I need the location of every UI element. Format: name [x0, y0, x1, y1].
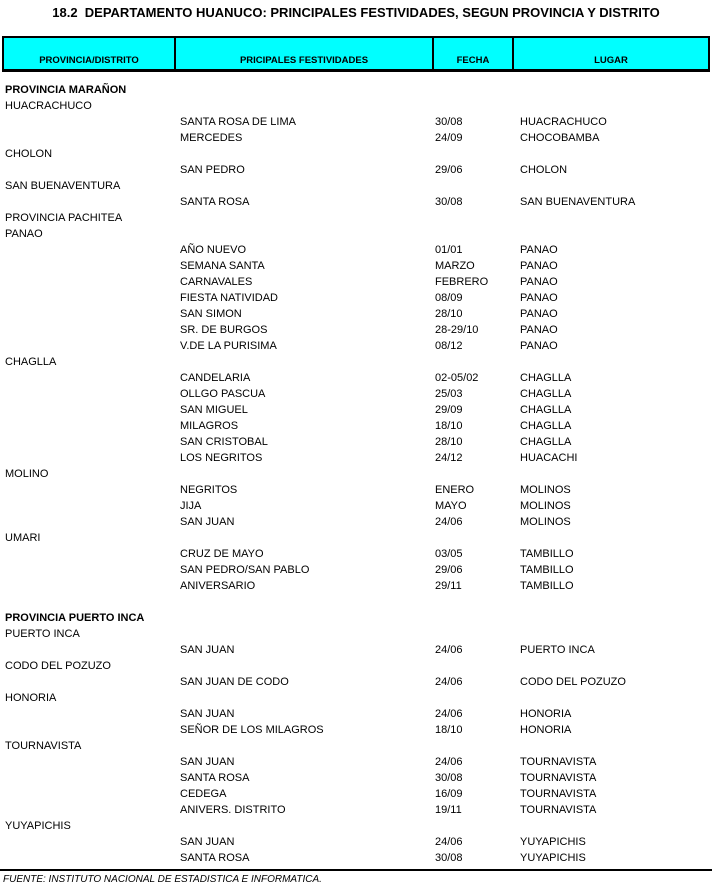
- date-cell: [435, 628, 520, 644]
- table-row: [0, 292, 712, 308]
- place-cell: CHAGLLA: [520, 420, 572, 432]
- table-header-row: [2, 36, 710, 72]
- table-row: [0, 548, 712, 564]
- place-cell: CHOLON: [520, 164, 568, 176]
- table-row: [0, 404, 712, 420]
- table-row: [0, 84, 712, 100]
- festivity-cell: OLLGO PASCUA: [180, 388, 266, 400]
- district-cell: [0, 436, 180, 452]
- place-cell: TOURNAVISTA: [520, 756, 597, 768]
- place-cell: CHAGLLA: [520, 372, 572, 384]
- district-cell: [0, 404, 180, 420]
- district-cell: [0, 420, 180, 436]
- table-row: [0, 148, 712, 164]
- table-row: [0, 468, 712, 484]
- date-cell: 24/06: [435, 644, 463, 656]
- place-cell: [520, 628, 712, 644]
- district-cell: [0, 836, 180, 852]
- date-cell: 30/08: [435, 196, 463, 208]
- date-cell: 03/05: [435, 548, 463, 560]
- date-cell: 24/12: [435, 452, 463, 464]
- date-cell: 30/08: [435, 116, 463, 128]
- place-cell: [520, 692, 712, 708]
- date-cell: 28/10: [435, 436, 463, 448]
- place-cell: [520, 84, 712, 100]
- date-cell: 29/06: [435, 164, 463, 176]
- festivity-cell: [180, 148, 435, 164]
- place-cell: [520, 532, 712, 548]
- date-cell: 02-05/02: [435, 372, 479, 384]
- district-cell: [0, 452, 180, 468]
- column-header-lugar: LUGAR: [514, 38, 708, 69]
- table-row: [0, 212, 712, 228]
- festivity-cell: SAN JUAN: [180, 756, 235, 768]
- festivity-cell: JIJA: [180, 500, 202, 512]
- date-cell: 18/10: [435, 724, 463, 736]
- place-cell: CODO DEL POZUZO: [520, 676, 626, 688]
- date-cell: 24/06: [435, 708, 463, 720]
- festivity-cell: SAN SIMON: [180, 308, 242, 320]
- table-row: [0, 676, 712, 692]
- festivity-cell: SEÑOR DE LOS MILAGROS: [180, 724, 324, 736]
- place-cell: PANAO: [520, 292, 558, 304]
- district-cell: HONORIA: [5, 692, 57, 704]
- table-row: [0, 164, 712, 180]
- place-cell: [520, 612, 712, 628]
- district-cell: [0, 372, 180, 388]
- table-row: [0, 452, 712, 468]
- table-row: [0, 324, 712, 340]
- date-cell: [435, 660, 520, 676]
- place-cell: [520, 100, 712, 116]
- table-row: [0, 100, 712, 116]
- table-row: [0, 340, 712, 356]
- festivity-cell: SANTA ROSA: [180, 196, 250, 208]
- table-row: [0, 788, 712, 804]
- place-cell: PANAO: [520, 324, 558, 336]
- festivity-cell: [180, 612, 435, 628]
- table-row: [0, 772, 712, 788]
- place-cell: MOLINOS: [520, 500, 571, 512]
- table-row: [0, 708, 712, 724]
- festivity-cell: SAN JUAN: [180, 836, 235, 848]
- place-cell: [520, 180, 712, 196]
- date-cell: 29/09: [435, 404, 463, 416]
- page-title: 18.2 DEPARTAMENTO HUANUCO: PRINCIPALES FESTIVIDADES, SEGUN PROVINCIA Y DISTRITO: [52, 5, 660, 20]
- date-cell: [435, 692, 520, 708]
- place-cell: SAN BUENAVENTURA: [520, 196, 636, 208]
- column-header-fecha: FECHA: [434, 38, 514, 69]
- district-cell: [0, 804, 180, 820]
- table-row: [0, 724, 712, 740]
- festivity-cell: NEGRITOS: [180, 484, 238, 496]
- date-cell: [435, 820, 520, 836]
- place-cell: [520, 356, 712, 372]
- place-cell: TOURNAVISTA: [520, 788, 597, 800]
- festivity-cell: SEMANA SANTA: [180, 260, 265, 272]
- festivity-cell: [180, 356, 435, 372]
- district-cell: YUYAPICHIS: [5, 820, 71, 832]
- festivity-cell: [180, 180, 435, 196]
- table-row: [0, 356, 712, 372]
- festivity-cell: ANIVERSARIO: [180, 580, 256, 592]
- district-cell: [0, 324, 180, 340]
- date-cell: MARZO: [435, 260, 475, 272]
- place-cell: PUERTO INCA: [520, 644, 595, 656]
- district-cell: [0, 276, 180, 292]
- festivity-cell: SANTA ROSA: [180, 772, 250, 784]
- table-row: [0, 612, 712, 628]
- festivity-cell: SAN CRISTOBAL: [180, 436, 268, 448]
- place-cell: MOLINOS: [520, 484, 571, 496]
- table-row: [0, 196, 712, 212]
- district-cell: [0, 596, 180, 612]
- place-cell: [520, 212, 712, 228]
- table-row: [0, 260, 712, 276]
- date-cell: 24/06: [435, 836, 463, 848]
- date-cell: [435, 148, 520, 164]
- district-cell: [0, 116, 180, 132]
- date-cell: FEBRERO: [435, 276, 489, 288]
- table-row: [0, 388, 712, 404]
- place-cell: CHAGLLA: [520, 404, 572, 416]
- table-row: [0, 852, 712, 868]
- table-row: [0, 628, 712, 644]
- date-cell: [435, 740, 520, 756]
- table-row: [0, 740, 712, 756]
- festivity-cell: SAN JUAN: [180, 708, 235, 720]
- festivity-cell: CEDEGA: [180, 788, 227, 800]
- table-row: [0, 756, 712, 772]
- district-cell: [0, 308, 180, 324]
- place-cell: TAMBILLO: [520, 564, 574, 576]
- district-cell: CHOLON: [5, 148, 53, 160]
- date-cell: [435, 100, 520, 116]
- table-row: [0, 500, 712, 516]
- festivity-cell: [180, 84, 435, 100]
- festivity-cell: LOS NEGRITOS: [180, 452, 263, 464]
- district-cell: MOLINO: [5, 468, 49, 480]
- festivity-cell: CARNAVALES: [180, 276, 253, 288]
- date-cell: 25/03: [435, 388, 463, 400]
- place-cell: YUYAPICHIS: [520, 852, 586, 864]
- table-row: [0, 644, 712, 660]
- festivity-cell: [180, 228, 435, 244]
- festivity-cell: [180, 660, 435, 676]
- district-cell: TOURNAVISTA: [5, 740, 82, 752]
- place-cell: [520, 740, 712, 756]
- district-cell: PROVINCIA PUERTO INCA: [5, 612, 145, 624]
- festivity-cell: MILAGROS: [180, 420, 239, 432]
- festivity-cell: AÑO NUEVO: [180, 244, 247, 256]
- footer-divider: [0, 869, 712, 871]
- place-cell: [520, 148, 712, 164]
- festivity-cell: [180, 212, 435, 228]
- date-cell: [435, 596, 520, 612]
- festivity-cell: FIESTA NATIVIDAD: [180, 292, 278, 304]
- date-cell: [435, 228, 520, 244]
- place-cell: TOURNAVISTA: [520, 804, 597, 816]
- district-cell: [0, 564, 180, 580]
- table-row: [0, 228, 712, 244]
- date-cell: 18/10: [435, 420, 463, 432]
- date-cell: MAYO: [435, 500, 467, 512]
- district-cell: [0, 548, 180, 564]
- date-cell: [435, 468, 520, 484]
- date-cell: [435, 212, 520, 228]
- date-cell: 08/12: [435, 340, 463, 352]
- date-cell: 29/11: [435, 580, 462, 592]
- date-cell: 01/01: [435, 244, 463, 256]
- date-cell: 16/09: [435, 788, 463, 800]
- festivity-cell: SAN PEDRO/SAN PABLO: [180, 564, 310, 576]
- table-row: [0, 484, 712, 500]
- district-cell: [0, 196, 180, 212]
- table-row: [0, 580, 712, 596]
- festivity-cell: [180, 532, 435, 548]
- district-cell: UMARI: [5, 532, 41, 544]
- table-row: [0, 372, 712, 388]
- table-row: [0, 516, 712, 532]
- table-row: [0, 180, 712, 196]
- district-cell: [0, 644, 180, 660]
- district-cell: PROVINCIA MARAÑON: [5, 84, 127, 96]
- date-cell: 28-29/10: [435, 324, 479, 336]
- district-cell: [0, 772, 180, 788]
- date-cell: 30/08: [435, 772, 463, 784]
- festivity-cell: [180, 468, 435, 484]
- festivity-cell: V.DE LA PURISIMA: [180, 340, 277, 352]
- district-cell: PUERTO INCA: [5, 628, 80, 640]
- date-cell: [435, 612, 520, 628]
- district-cell: [0, 516, 180, 532]
- district-cell: [0, 676, 180, 692]
- table-row: [0, 660, 712, 676]
- place-cell: CHAGLLA: [520, 388, 572, 400]
- table-row: [0, 436, 712, 452]
- date-cell: 24/06: [435, 676, 463, 688]
- table-row: [0, 116, 712, 132]
- festivity-cell: SANTA ROSA: [180, 852, 250, 864]
- district-cell: [0, 580, 180, 596]
- festivity-cell: SAN JUAN: [180, 644, 235, 656]
- festivity-cell: SANTA ROSA DE LIMA: [180, 116, 296, 128]
- table-row: [0, 692, 712, 708]
- district-cell: [0, 484, 180, 500]
- place-cell: [520, 660, 712, 676]
- date-cell: 24/09: [435, 132, 463, 144]
- district-cell: [0, 852, 180, 868]
- column-header-provincia-distrito: PROVINCIA/DISTRITO: [4, 38, 176, 69]
- district-cell: [0, 708, 180, 724]
- place-cell: YUYAPICHIS: [520, 836, 586, 848]
- district-cell: [0, 132, 180, 148]
- district-cell: [0, 756, 180, 772]
- table-row: [0, 596, 712, 612]
- table-row: [0, 420, 712, 436]
- festivity-cell: SAN MIGUEL: [180, 404, 248, 416]
- date-cell: [435, 180, 520, 196]
- district-cell: [0, 260, 180, 276]
- date-cell: 30/08: [435, 852, 463, 864]
- table-row: [0, 244, 712, 260]
- date-cell: 24/06: [435, 516, 463, 528]
- date-cell: [435, 356, 520, 372]
- district-cell: [0, 340, 180, 356]
- place-cell: CHOCOBAMBA: [520, 132, 600, 144]
- date-cell: 08/09: [435, 292, 463, 304]
- place-cell: HONORIA: [520, 724, 572, 736]
- table-row: [0, 836, 712, 852]
- column-header-principales-festividades: PRICIPALES FESTIVIDADES: [176, 38, 434, 69]
- place-cell: TOURNAVISTA: [520, 772, 597, 784]
- source-note: FUENTE: INSTITUTO NACIONAL DE ESTADISTICA E INFORMATICA.: [3, 874, 322, 885]
- table-row: [0, 564, 712, 580]
- table-row: [0, 532, 712, 548]
- festivity-cell: [180, 100, 435, 116]
- place-cell: [520, 596, 712, 612]
- place-cell: MOLINOS: [520, 516, 571, 528]
- place-cell: PANAO: [520, 260, 558, 272]
- table-row: [0, 132, 712, 148]
- festivity-cell: CRUZ DE MAYO: [180, 548, 264, 560]
- date-cell: 29/06: [435, 564, 463, 576]
- place-cell: [520, 820, 712, 836]
- festivity-cell: [180, 596, 435, 612]
- place-cell: HONORIA: [520, 708, 572, 720]
- festivity-cell: SAN JUAN DE CODO: [180, 676, 289, 688]
- festivity-cell: SAN JUAN: [180, 516, 235, 528]
- table-row: [0, 820, 712, 836]
- festivity-cell: ANIVERS. DISTRITO: [180, 804, 286, 816]
- date-cell: [435, 532, 520, 548]
- district-cell: [0, 164, 180, 180]
- date-cell: [435, 84, 520, 100]
- district-cell: [0, 244, 180, 260]
- place-cell: TAMBILLO: [520, 548, 574, 560]
- district-cell: HUACRACHUCO: [5, 100, 92, 112]
- district-cell: PANAO: [5, 228, 43, 240]
- place-cell: PANAO: [520, 340, 558, 352]
- place-cell: CHAGLLA: [520, 436, 572, 448]
- place-cell: PANAO: [520, 244, 558, 256]
- district-cell: [0, 500, 180, 516]
- district-cell: CODO DEL POZUZO: [5, 660, 111, 672]
- place-cell: HUACACHI: [520, 452, 578, 464]
- district-cell: PROVINCIA PACHITEA: [5, 212, 123, 224]
- table-body: [0, 84, 712, 868]
- place-cell: TAMBILLO: [520, 580, 574, 592]
- table-row: [0, 308, 712, 324]
- festivity-cell: CANDELARIA: [180, 372, 251, 384]
- date-cell: ENERO: [435, 484, 475, 496]
- table-row: [0, 276, 712, 292]
- place-cell: PANAO: [520, 276, 558, 288]
- district-cell: [0, 724, 180, 740]
- place-cell: HUACRACHUCO: [520, 116, 607, 128]
- place-cell: PANAO: [520, 308, 558, 320]
- festivity-cell: [180, 740, 435, 756]
- table-row: [0, 804, 712, 820]
- district-cell: CHAGLLA: [5, 356, 57, 368]
- district-cell: SAN BUENAVENTURA: [5, 180, 121, 192]
- date-cell: 24/06: [435, 756, 463, 768]
- festivity-cell: [180, 692, 435, 708]
- date-cell: 28/10: [435, 308, 463, 320]
- festivity-cell: SR. DE BURGOS: [180, 324, 268, 336]
- festivity-cell: [180, 820, 435, 836]
- district-cell: [0, 292, 180, 308]
- district-cell: [0, 788, 180, 804]
- festivity-cell: MERCEDES: [180, 132, 243, 144]
- place-cell: [520, 228, 712, 244]
- date-cell: 19/11: [435, 804, 462, 816]
- place-cell: [520, 468, 712, 484]
- district-cell: [0, 388, 180, 404]
- festivity-cell: SAN PEDRO: [180, 164, 245, 176]
- festivity-cell: [180, 628, 435, 644]
